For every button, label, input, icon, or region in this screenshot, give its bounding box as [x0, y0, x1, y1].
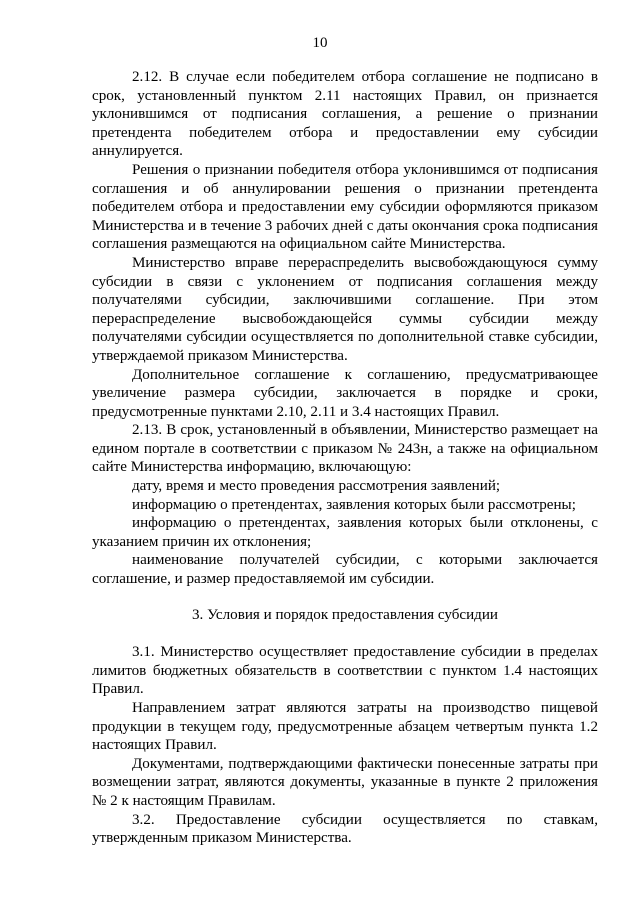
paragraph-3-1: 3.1. Министерство осуществляет предоставление субсидии в пределах лимитов бюджетных обязательств в соответствии с пунктом 1.4 настоящих Правил.: [92, 644, 598, 698]
page-number: 10: [312, 35, 328, 51]
paragraph-3-2: 3.2. Предоставление субсидии осуществляется по ставкам, утвержденным приказом Министерства.: [92, 811, 598, 847]
list-item-date-time-place: дату, время и место проведения рассмотрения заявлений;: [132, 478, 501, 495]
paragraph-2-12: 2.12. В случае если победителем отбора соглашение не подписано в срок, установленный пунктом 2.11 настоящих Правил, он признается уклонившимся от подписания соглашения, а решение о признании претендента победителем отбора и предоставлении ему субсидии аннулируется.: [92, 69, 598, 160]
list-item-recipients: наименование получателей субсидии, с которыми заключается соглашение, и размер предоставляемой им субсидии.: [92, 552, 598, 588]
list-item-reviewed-applicants: информацию о претендентах, заявления которых были рассмотрены;: [132, 496, 576, 513]
paragraph-additional-agreement: Дополнительное соглашение к соглашению, предусматривающее увеличение размера субсидии, заключается в порядке и сроки, предусмотренные пунктами 2.10, 2.11 и 3.4 настоящих Правил.: [92, 366, 598, 420]
document-body: [92, 68, 598, 848]
paragraph-redistribution: Министерство вправе перераспределить высвобождающуюся сумму субсидии в связи с уклонением от подписания соглашения между получателями субсидии, заключившими соглашение. При этом перераспределение высвобождающейся суммы субсидии между получателями субсидии осуществляется по дополнительной ставке субсидии, утверждаемой приказом Министерства.: [92, 254, 598, 364]
list-item-rejected-applicants: информацию о претендентах, заявления которых были отклонены, с указанием причин их отклонения;: [92, 515, 598, 550]
section-heading: 3. Условия и порядок предоставления субсидии: [191, 606, 499, 623]
paragraph-annulment-decision: Решения о признании победителя отбора уклонившимся от подписания соглашения и об аннулировании решения о признании претендента победителем отбора и предоставлении ему субсидии оформляются приказом Министерства и в течение 3 рабочих дней с даты окончания срока подписания соглашения размещаются на официальном сайте Министерства.: [92, 161, 598, 253]
paragraph-supporting-documents: Документами, подтверждающими фактически понесенные затраты при возмещении затрат, являются документы, указанные в пункте 2 приложения № 2 к настоящим Правилам.: [92, 755, 598, 809]
paragraph-2-13: 2.13. В срок, установленный в объявлении, Министерство размещает на едином портале в соответствии с приказом № 243н, а также на официальном сайте Министерства информацию, включающую:: [92, 422, 598, 476]
paragraph-cost-direction: Направлением затрат являются затраты на производство пищевой продукции в текущем году, предусмотренные абзацем четвертым пункта 1.2 настоящих Правил.: [92, 700, 598, 754]
